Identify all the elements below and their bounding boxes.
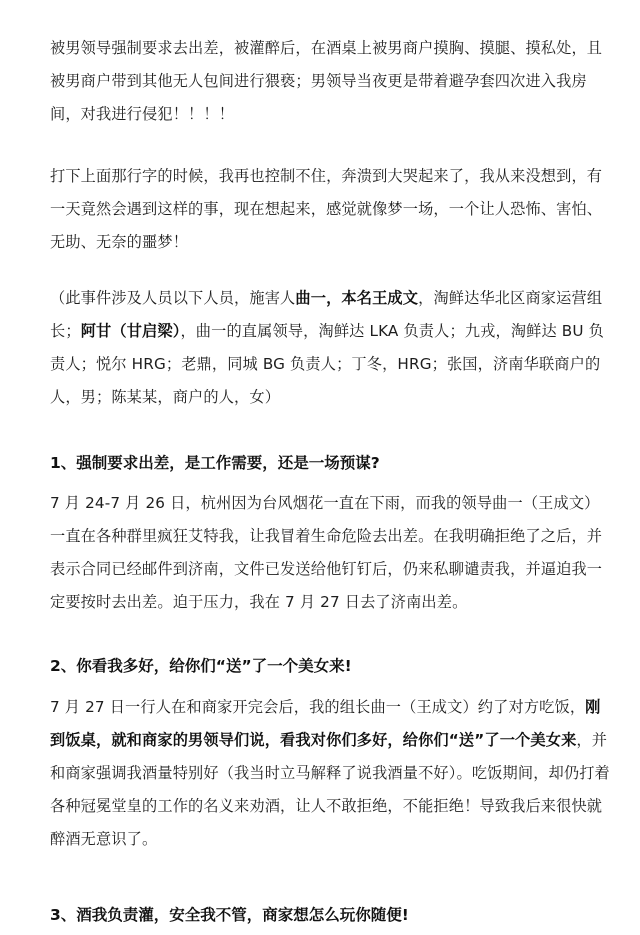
section-heading-2: 2、你看我多好，给你们“送”了一个美女来! bbox=[50, 657, 352, 675]
paragraph-incident-summary: 被男领导强制要求去出差，被灌醉后，在酒桌上被男商户摸胸、摸腿、摸私处，且被男商户带到其他无人包间进行猥亵；男领导当夜更是带着避孕套四次进入我房间，对我进行侵犯！！！！ bbox=[50, 39, 603, 123]
dinner-text-1: 7 月 27 日一行人在和商家开完会后，我的组长曲一（王成文）约了对方吃饭， bbox=[50, 698, 586, 716]
paragraph-persons-involved bbox=[50, 282, 610, 414]
persons-text-2: ，淘鲜达华北区商家运营组长； bbox=[50, 289, 603, 340]
paragraph-emotional-reaction: 打下上面那行字的时候，我再也控制不住，奔溃到大哭起来了，我从来没想到，有一天竟然会遇到这样的事，现在想起来，感觉就像梦一场，一个让人恐怖、害怕、无助、无奈的噩梦！ bbox=[50, 167, 603, 251]
section-heading-1: 1、强制要求出差，是工作需要，还是一场预谋? bbox=[50, 454, 380, 472]
persons-text-1: （此事件涉及人员以下人员，施害人 bbox=[50, 289, 296, 307]
persons-supervisor-name: 阿甘（甘启梁） bbox=[80, 322, 181, 340]
paragraph-forced-trip: 7 月 24-7 月 26 日，杭州因为台风烟花一直在下雨，而我的领导曲一（王成文）一直在各种群里疯狂艾特我，让我冒着生命危险去出差。在我明确拒绝了之后，并表示合同已经邮件到济南，文件已发送给他钉钉后，仍来私聊谴责我，并逼迫我一定要按时去出差。迫于压力，我在 7 月 27 日去了济南出差。 bbox=[50, 494, 603, 611]
paragraph-dinner bbox=[50, 691, 610, 856]
section-heading-3: 3、酒我负责灌，安全我不管，商家想怎么玩你随便! bbox=[50, 906, 409, 924]
persons-perpetrator-name: 曲一，本名王成文 bbox=[295, 289, 419, 307]
dinner-text-2: ，并和商家强调我酒量特别好（我当时立马解释了说我酒量不好）。吃饭期间，却仍打着各种冠冕堂皇的工作的名义来劝酒，让人不敢拒绝，不能拒绝！导致我后来很快就醉酒无意识了。 bbox=[50, 731, 610, 848]
dinner-bold-quote: 刚到饭桌，就和商家的男领导们说，看我对你们多好，给你们“送”了一个美女来 bbox=[50, 698, 601, 749]
persons-text-3: ，曲一的直属领导，淘鲜达 LKA 负责人；九戎，淘鲜达 BU 负责人；悦尔 HRG；老鼎，同城 BG 负责人；丁冬，HRG；张国，济南华联商户的人，男；陈某某，商户的人，女） bbox=[50, 322, 604, 406]
